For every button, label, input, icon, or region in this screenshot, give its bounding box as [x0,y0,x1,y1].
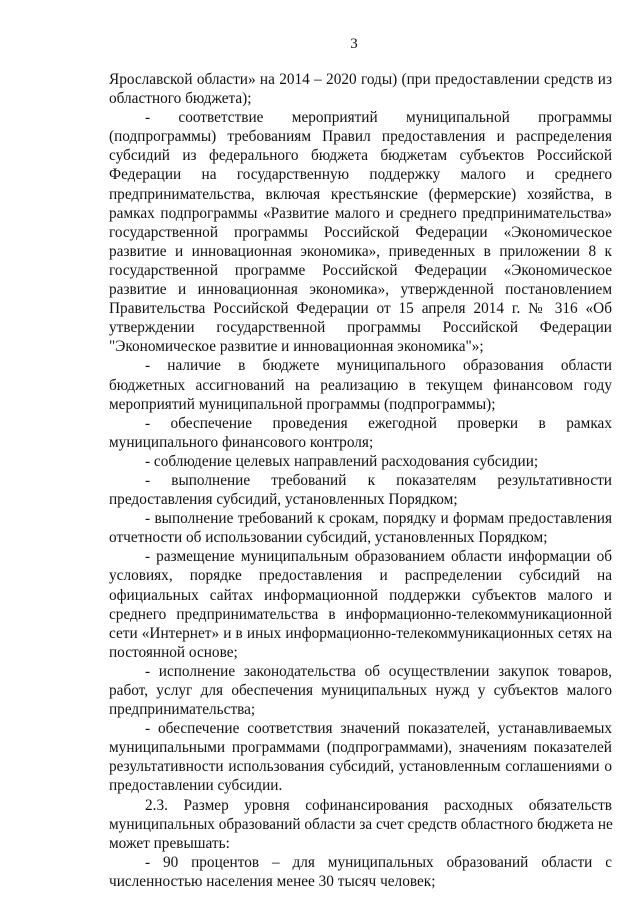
text-line: численностью населения менее 30 тысяч человек; [109,872,436,890]
text-line: муниципальными программами (подпрограммами), значениям показателей [109,739,612,757]
text-line: (подпрограммы) требованиям Правил предоставления и распределения [109,128,612,146]
text-line: - обеспечение соответствия значений показателей, устанавливаемых [145,720,612,738]
text-line: - наличие в бюджете муниципального образования области [145,357,612,375]
text-line: - обеспечение проведения ежегодной проверки в рамках [145,414,612,432]
text-line: "Экономическое развитие и инновационная экономика"»; [109,338,484,356]
text-line: утверждении государственной программы Российской Федерации [109,319,612,337]
text-line: - исполнение законодательства об осуществлении закупок товаров, [145,662,612,680]
text-line: работ, услуг для обеспечения муниципальных нужд у субъектов малого [109,682,612,699]
text-line: муниципальных образований области за счет средств областного бюджета не [109,815,613,833]
text-line: постоянной основе; [109,643,238,661]
text-line: предоставления субсидий, установленных Порядком; [109,491,458,509]
text-line: условиях, порядке предоставления и распределении субсидий на [109,567,612,585]
text-line: областного бюджета); [109,90,252,108]
text-line: бюджетных ассигнований на реализацию в текущем финансовом году [109,376,612,394]
text-line: - выполнение требований к срокам, порядку и формам предоставления [145,510,612,528]
text-line: результативности использования субсидий, установленным соглашениями о [109,758,612,776]
text-line: муниципального финансового контроля; [109,433,374,451]
text-line: - соответствие мероприятий муниципальной программы [145,109,612,127]
page-number: 3 [350,36,358,52]
text-line: государственной программе Российской Федерации «Экономическое [109,261,612,279]
text-line: - 90 процентов – для муниципальных образований области с [145,853,612,871]
text-line: развитие и инновационная экономика», приведенных в приложении 8 к [109,242,612,260]
text-line: Правительства Российской Федерации от 15 апреля 2014 г. № 316 «Об [109,300,612,318]
text-line: сети «Интернет» и в иных информационно-телекоммуникационных сетях на [109,624,612,642]
text-line: субсидий из федерального бюджета бюджетам субъектов Российской [109,147,612,165]
text-line: государственной программы Российской Федерации «Экономическое [109,223,612,241]
text-line: - выполнение требований к показателям результативности [145,471,612,489]
text-line: мероприятий муниципальной программы (подпрограммы); [109,395,496,413]
text-line: предпринимательства; [109,701,256,719]
text-line: Федерации на государственную поддержку малого и среднего [109,166,612,184]
text-line: среднего предпринимательства в информационно-телекоммуникационной [109,605,612,623]
text-line: развитие и инновационная экономика», утвержденной постановлением [109,281,612,299]
document-body [109,70,612,891]
text-line: официальных сайтах информационной поддержки субъектов малого и [109,586,612,604]
text-line: предпринимательства, включая крестьянские (фермерские) хозяйства, в [109,185,612,203]
text-line: - размещение муниципальным образованием области информации об [145,548,612,566]
text-line: может превышать: [109,834,230,852]
text-line: предоставлении субсидии. [109,777,283,795]
text-line: отчетности об использовании субсидий, установленных Порядком; [109,529,548,547]
text-line: рамках подпрограммы «Развитие малого и среднего предпринимательства» [109,204,612,222]
text-line: Ярославской области» на 2014 – 2020 годы) (при предоставлении средств из [109,71,612,88]
text-line: 2.3. Размер уровня софинансирования расходных обязательств [145,796,612,814]
text-line: - соблюдение целевых направлений расходования субсидии; [145,452,539,470]
